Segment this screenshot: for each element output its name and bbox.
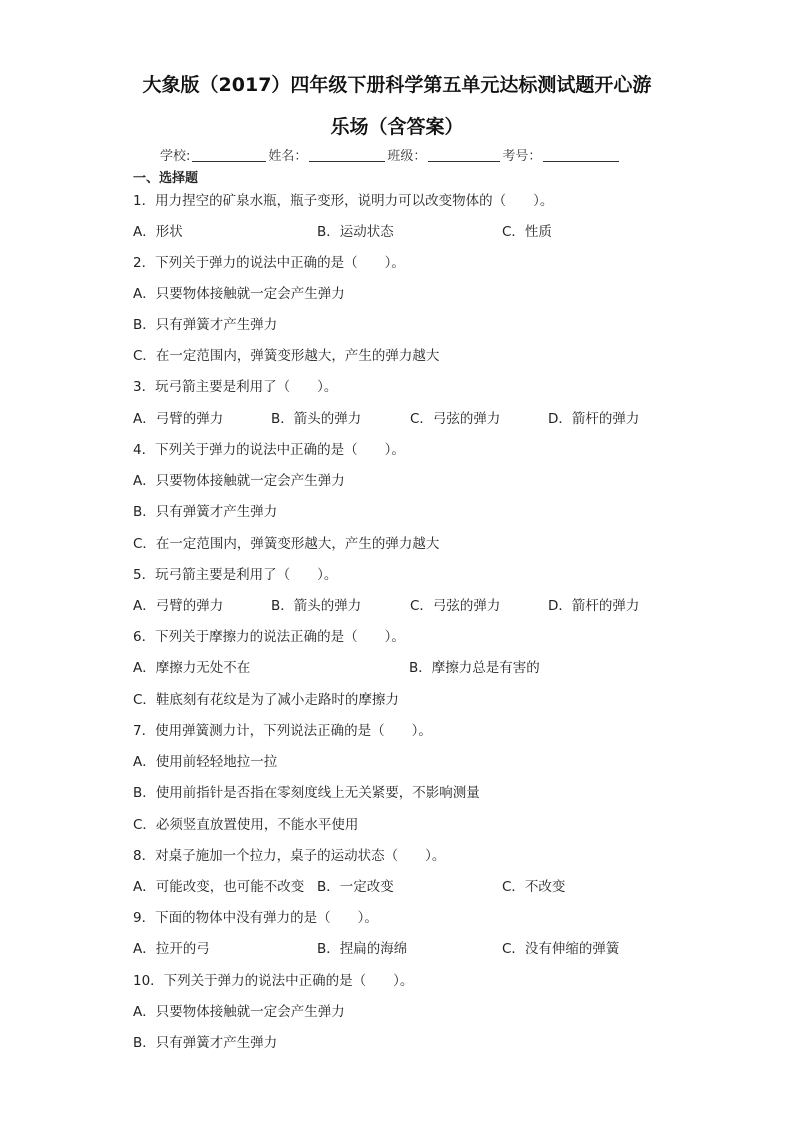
q5-option-c[interactable]: C．弓弦的弹力 xyxy=(410,598,501,614)
q1-option-b[interactable]: B．运动状态 xyxy=(317,224,394,240)
q1-option-c[interactable]: C．性质 xyxy=(502,224,552,240)
q7-option-b[interactable]: B．使用前指针是否指在零刻度线上无关紧要，不影响测量 xyxy=(133,785,480,801)
question-4-stem: 4．下列关于弹力的说法中正确的是（ ）。 xyxy=(133,442,405,458)
question-1-options xyxy=(133,222,733,242)
q10-option-b[interactable]: B．只有弹簧才产生弹力 xyxy=(133,1035,278,1051)
q6-option-b[interactable]: B．摩擦力总是有害的 xyxy=(409,660,540,676)
question-3-stem: 3．玩弓箭主要是利用了（ ）。 xyxy=(133,379,338,395)
name-label: 姓名： xyxy=(268,149,308,164)
school-blank[interactable] xyxy=(192,147,266,162)
q2-option-a[interactable]: A．只要物体接触就一定会产生弹力 xyxy=(133,286,345,302)
name-blank[interactable] xyxy=(309,147,385,162)
q5-option-d[interactable]: D．箭杆的弹力 xyxy=(548,598,640,614)
q8-option-a[interactable]: A．可能改变，也可能不改变 xyxy=(133,879,305,895)
question-5-options xyxy=(133,596,733,616)
q5-option-b[interactable]: B．箭头的弹力 xyxy=(271,598,362,614)
question-1-stem: 1．用力捏空的矿泉水瓶，瓶子变形，说明力可以改变物体的（ ）。 xyxy=(133,193,554,209)
q7-option-c[interactable]: C．必须竖直放置使用，不能水平使用 xyxy=(133,817,359,833)
q2-option-c[interactable]: C．在一定范围内，弹簧变形越大，产生的弹力越大 xyxy=(133,348,440,364)
q3-option-c[interactable]: C．弓弦的弹力 xyxy=(410,411,501,427)
q4-option-b[interactable]: B．只有弹簧才产生弹力 xyxy=(133,504,278,520)
q4-option-c[interactable]: C．在一定范围内，弹簧变形越大，产生的弹力越大 xyxy=(133,536,440,552)
q5-option-a[interactable]: A．弓臂的弹力 xyxy=(133,598,224,614)
doc-title-line2: 乐场（含答案） xyxy=(330,116,464,138)
q2-option-b[interactable]: B．只有弹簧才产生弹力 xyxy=(133,317,278,333)
question-8-stem: 8．对桌子施加一个拉力，桌子的运动状态（ ）。 xyxy=(133,848,446,864)
q9-option-b[interactable]: B．捏扁的海绵 xyxy=(317,941,408,957)
q7-option-a[interactable]: A．使用前轻轻地拉一拉 xyxy=(133,754,278,770)
class-blank[interactable] xyxy=(428,147,500,162)
q10-option-a[interactable]: A．只要物体接触就一定会产生弹力 xyxy=(133,1004,345,1020)
school-label: 学校: xyxy=(160,149,191,164)
class-label: 班级： xyxy=(387,149,427,164)
question-6-options xyxy=(133,658,733,678)
q3-option-a[interactable]: A．弓臂的弹力 xyxy=(133,411,224,427)
student-info-row xyxy=(160,145,621,164)
q8-option-b[interactable]: B．一定改变 xyxy=(317,879,394,895)
section-heading: 一、选择题 xyxy=(133,171,199,186)
question-9-stem: 9．下面的物体中没有弹力的是（ ）。 xyxy=(133,910,378,926)
question-5-stem: 5．玩弓箭主要是利用了（ ）。 xyxy=(133,567,338,583)
doc-title-line1: 大象版（2017）四年级下册科学第五单元达标测试题开心游 xyxy=(142,74,652,96)
q1-option-a[interactable]: A．形状 xyxy=(133,224,183,240)
q4-option-a[interactable]: A．只要物体接触就一定会产生弹力 xyxy=(133,473,345,489)
question-8-options xyxy=(133,877,733,897)
q6-option-a[interactable]: A．摩擦力无处不在 xyxy=(133,660,251,676)
question-10-stem: 10．下列关于弹力的说法中正确的是（ ）。 xyxy=(133,973,414,989)
number-label: 考号： xyxy=(502,149,542,164)
question-6-stem: 6．下列关于摩擦力的说法正确的是（ ）。 xyxy=(133,629,405,645)
question-9-options xyxy=(133,939,733,959)
q6-option-c[interactable]: C．鞋底刻有花纹是为了减小走路时的摩擦力 xyxy=(133,692,399,708)
q3-option-d[interactable]: D．箭杆的弹力 xyxy=(548,411,640,427)
q8-option-c[interactable]: C．不改变 xyxy=(502,879,566,895)
q3-option-b[interactable]: B．箭头的弹力 xyxy=(271,411,362,427)
q9-option-a[interactable]: A．拉开的弓 xyxy=(133,941,210,957)
number-blank[interactable] xyxy=(543,147,619,162)
q9-option-c[interactable]: C．没有伸缩的弹簧 xyxy=(502,941,620,957)
question-7-stem: 7．使用弹簧测力计，下列说法正确的是（ ）。 xyxy=(133,723,432,739)
question-2-stem: 2．下列关于弹力的说法中正确的是（ ）。 xyxy=(133,255,405,271)
question-3-options xyxy=(133,409,733,429)
